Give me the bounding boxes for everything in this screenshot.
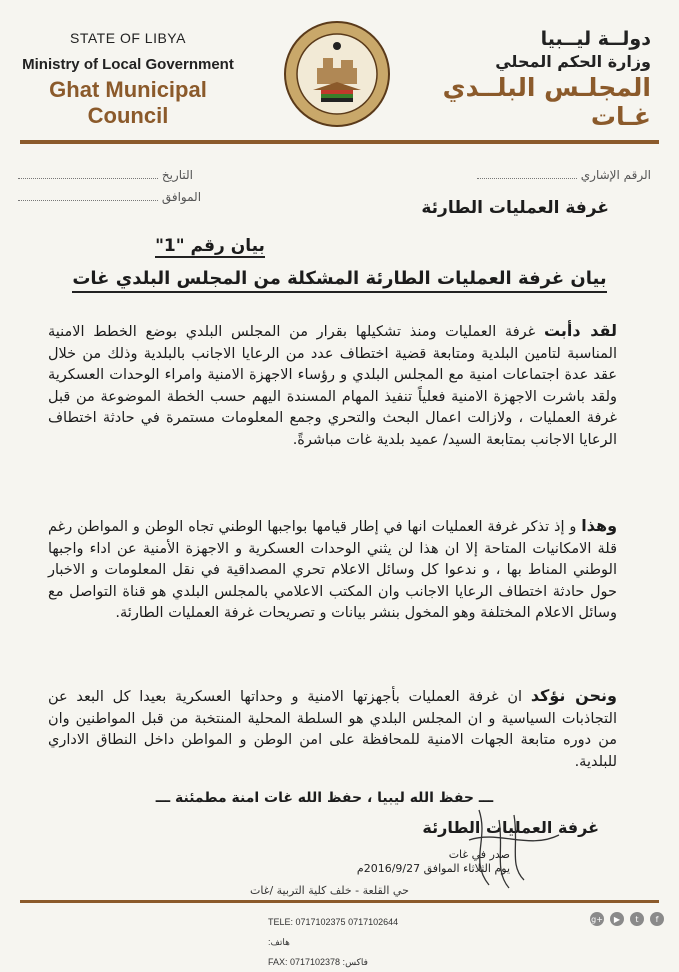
paragraph-1 — [48, 320, 617, 452]
statement-title-text: بيان غرفة العمليات الطارئة المشكلة من المجلس البلدي غات — [72, 268, 606, 293]
twitter-icon[interactable]: t — [630, 912, 644, 926]
youtube-icon[interactable]: ▶ — [610, 912, 624, 926]
english-header — [18, 30, 238, 129]
reference-label: الرقم الإشاري — [580, 168, 651, 182]
statement-number — [80, 236, 340, 256]
paragraph-2 — [48, 515, 617, 625]
telephone-line: TELE: 0717102375 0717102644 :هاتف — [268, 917, 399, 947]
social-icons — [590, 912, 670, 926]
municipality-logo — [283, 20, 391, 128]
correspondence-line — [18, 190, 201, 204]
google-plus-icon[interactable]: g+ — [590, 912, 604, 926]
paragraph-2-text: و إذ تذكر غرفة العمليات انها في إطار قيامها بواجبها الوطني تجاه الوطن و المواطن رغم قلة الامكانيات المتاحة إلا ان هذا لن يثني الوحدات العسكرية و الاجهزة الأمنية عن اداء واجبها الوطني المناط بها ، و ندعوا كل وسائل الاعلام تحري المصداقية في نقل المعلومات و الاخبار حول حادثة اختطاف الرعايا الاجانب وان المكتب الاعلامي بالمجلس البلدي هو قناة التواصل مع وسائل الاعلام المختلفة وهو المخول بنشر بيانات و تصريحات غرفة العمليات الطارئة. — [48, 519, 617, 622]
issue-info — [350, 848, 510, 876]
closing-prayer: ـــ حفظ الله ليبيا ، حفظ الله غات امنة مطمئنة ـــ — [155, 790, 494, 806]
header-divider — [20, 140, 659, 144]
state-name-ar: دولــة ليــبيا — [540, 28, 651, 50]
handwritten-signature — [459, 800, 569, 890]
council-name-en: Ghat Municipal Council — [49, 77, 207, 128]
footer-divider — [20, 900, 659, 903]
date-line — [18, 168, 193, 182]
statement-number-text: بيان رقم "1" — [155, 236, 265, 256]
issue-date: يوم الثلاثاء الموافق 2016/9/27م — [356, 862, 510, 875]
reference-line — [477, 168, 651, 182]
ministry-name-en: Ministry of Local Government — [22, 56, 234, 73]
contact-info — [268, 912, 418, 972]
correspondence-label: الموافق — [161, 190, 202, 204]
ministry-name-ar: وزارة الحكم المحلي — [495, 52, 651, 71]
state-name-en: STATE OF LIBYA — [70, 30, 186, 46]
facebook-icon[interactable]: f — [650, 912, 664, 926]
date-dots — [18, 168, 158, 179]
correspondence-dots — [18, 190, 158, 201]
statement-title — [60, 268, 619, 289]
arabic-header — [421, 28, 651, 131]
reference-dots — [477, 168, 577, 179]
office-address: حي القلعة - خلف كلية التربية /غات — [250, 884, 409, 897]
council-name-ar: المجلـس البلــدي غـات — [442, 73, 651, 131]
paragraph-1-text: غرفة العمليات ومنذ تشكيلها بقرار من المجلس البلدي بوضع الخطط الامنية المناسبة لتامين البلدية ومتابعة قضية اختطاف عدد من الرعايا الاجانب بالبلدية وذلك من خلال عقد عدة اجتماعات امنية مع المجلس البلدي و رؤساء الاجهزة الامنية وامراء الوحدات العسكرية ولقد باشرت الاجهزة الامنية فعلياً تنفيذ المهام المسندة اليهم حسب الخطة الموضوعة من قبل غرفة العمليات ، ولازالت اعمال البحث والتحري وجمع المعلومات مستمرة في حادثة اختطاف الرعايا الاجانب بمتابعة السيد/ عميد بلدية غات مباشرةً. — [48, 324, 617, 448]
signature-block: غرفة العمليات الطارئة — [422, 818, 599, 837]
paragraph-3-lead: ونحن نؤكد — [530, 686, 617, 705]
paragraph-1-lead: لقد دأبت — [543, 321, 618, 340]
fax-line: FAX: 0717102378 :فاكس — [268, 957, 368, 967]
addressee: غرفة العمليات الطارئة — [421, 198, 609, 218]
issue-place: صدر في غات — [448, 848, 510, 861]
paragraph-2-lead: وهذا — [581, 516, 618, 535]
date-label: التاريخ — [161, 168, 193, 182]
paragraph-3 — [48, 685, 617, 773]
paragraph-3-text: ان غرفة العمليات بأجهزتها الامنية و وحداتها العسكرية بعيدا كل البعد عن التجاذبات السياسية و ان المجلس البلدي هو السلطة المحلية المنتخبة من قبل المواطنين وان من دوره متابعة الجهات الامنية للمحافظة على امن الوطن و المواطن داخل النطاق الاداري للبلدية. — [48, 689, 617, 770]
